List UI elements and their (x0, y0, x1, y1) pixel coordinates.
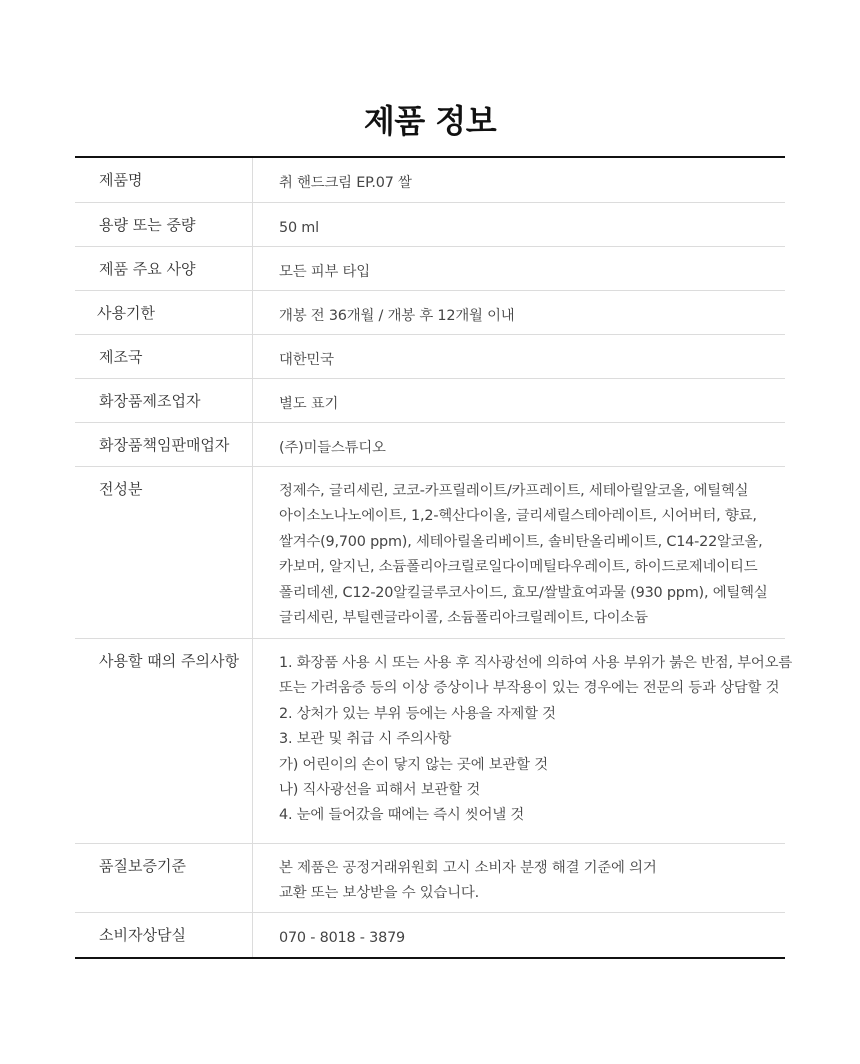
row-value (253, 913, 785, 957)
table-row-manufacturer (75, 379, 785, 423)
value-line: 카보머, 알지닌, 소듐폴리아크릴로일다이메틸타우레이트, 하이드로제네이티드 (279, 559, 758, 576)
row-value (253, 379, 785, 422)
value-line: 개봉 전 36개월 / 개봉 후 12개월 이내 (279, 308, 515, 324)
row-value (253, 291, 785, 334)
row-label: 용량 또는 중량 (75, 203, 253, 246)
value-line: 정제수, 글리세린, 코코-카프릴레이트/카프레이트, 세테아릴알코올, 에틸헥실 (279, 483, 749, 499)
value-line: 50 ml (279, 220, 319, 236)
value-line: 취 핸드크림 EP.07 쌀 (279, 175, 412, 191)
value-line: 글리세린, 부틸렌글라이콜, 소듐폴리아크릴레이트, 다이소듐 (279, 610, 648, 627)
row-value (253, 639, 792, 843)
value-line: 모든 피부 타입 (279, 264, 370, 280)
value-line: 대한민국 (279, 352, 334, 368)
product-info-table (75, 156, 793, 959)
table-row-customer-service (75, 913, 785, 957)
value-line: 본 제품은 공정거래위원회 고시 소비자 분쟁 해결 기준에 의거 (279, 860, 657, 876)
table-row-product-name (75, 158, 785, 203)
table-row-volume (75, 203, 785, 247)
table-row-ingredients (75, 467, 785, 639)
value-line: 070 - 8018 - 3879 (279, 930, 405, 946)
row-label: 전성분 (75, 467, 253, 638)
row-label: 화장품책임판매업자 (75, 423, 253, 466)
table-row-expiry (75, 291, 785, 335)
value-line: 또는 가려움증 등의 이상 증상이나 부작용이 있는 경우에는 전문의 등과 상담할 것 (279, 680, 780, 697)
value-line: 1. 화장품 사용 시 또는 사용 후 직사광선에 의하여 사용 부위가 붉은 반점, 부어오름 (279, 655, 793, 671)
row-label: 품질보증기준 (75, 844, 253, 912)
row-value (253, 335, 785, 378)
row-label: 제품 주요 사양 (75, 247, 253, 290)
row-label: 사용할 때의 주의사항 (75, 639, 253, 843)
value-line: 4. 눈에 들어갔을 때에는 즉시 씻어낼 것 (279, 807, 525, 824)
row-label: 사용기한 (75, 291, 253, 334)
value-line: 2. 상처가 있는 부위 등에는 사용을 자제할 것 (279, 705, 556, 722)
row-value (253, 158, 785, 202)
table-row-precautions (75, 639, 793, 844)
value-line: 쌀겨수(9,700 ppm), 세테아릴올리베이트, 솔비탄올리베이트, C14-22알코올, (279, 533, 763, 550)
table-row-country (75, 335, 785, 379)
row-value (253, 203, 785, 246)
table-row-spec (75, 247, 785, 291)
value-line: 가) 어린이의 손이 닿지 않는 곳에 보관할 것 (279, 756, 548, 773)
value-line: 나) 직사광선을 피해서 보관할 것 (279, 782, 481, 799)
value-line: 3. 보관 및 취급 시 주의사항 (279, 731, 452, 748)
row-value (253, 423, 785, 466)
row-label: 화장품제조업자 (75, 379, 253, 422)
table-row-quality-guarantee (75, 844, 785, 913)
table-row-seller (75, 423, 785, 467)
page-title: 제품 정보 (363, 102, 497, 140)
row-value (253, 844, 785, 912)
row-label: 제품명 (75, 158, 253, 202)
value-line: (주)미들스튜디오 (279, 440, 386, 456)
row-value (253, 467, 785, 638)
row-label: 소비자상담실 (75, 913, 253, 957)
value-line: 폴리데센, C12-20알킬글루코사이드, 효모/쌀발효여과물 (930 ppm), 에틸헥실 (279, 584, 768, 601)
row-label: 제조국 (75, 335, 253, 378)
value-line: 교환 또는 보상받을 수 있습니다. (279, 885, 479, 902)
row-value (253, 247, 785, 290)
value-line: 별도 표기 (279, 396, 339, 412)
value-line: 아이소노나노에이트, 1,2-헥산다이올, 글리세릴스테아레이트, 시어버터, 향료, (279, 508, 757, 525)
